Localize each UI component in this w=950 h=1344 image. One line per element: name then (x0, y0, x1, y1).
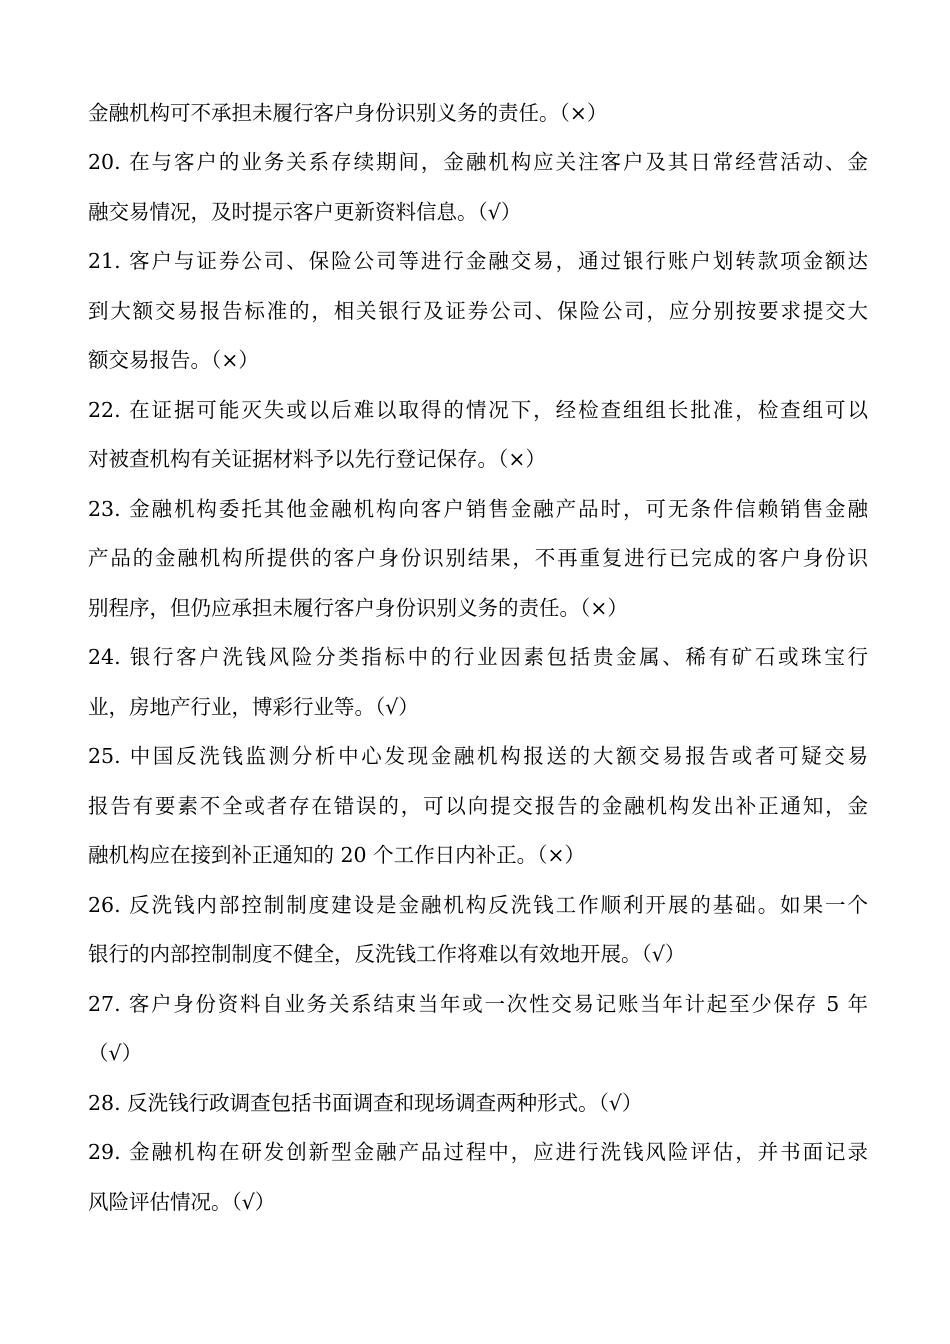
question-24-line-1: 24. 银行客户洗钱风险分类指标中的行业因素包括贵金属、稀有矿石或珠宝行 (88, 645, 868, 669)
question-20-line-2: 融交易情况，及时提示客户更新资料信息。（√） (88, 200, 522, 224)
question-25-line-1: 25. 中国反洗钱监测分析中心发现金融机构报送的大额交易报告或者可疑交易 (88, 744, 868, 768)
question-27-line-2: （√） (88, 1041, 143, 1065)
question-26-line-1: 26. 反洗钱内部控制制度建设是金融机构反洗钱工作顺利开展的基础。如果一个 (88, 893, 868, 917)
question-27-line-1: 27. 客户身份资料自业务关系结束当年或一次性交易记账当年计起至少保存 5 年 (88, 992, 868, 1016)
question-20-line-1: 20. 在与客户的业务关系存续期间，金融机构应关注客户及其日常经营活动、金 (88, 150, 868, 174)
question-26-line-2: 银行的内部控制制度不健全，反洗钱工作将难以有效地开展。（√） (88, 942, 686, 966)
question-28-line-1: 28. 反洗钱行政调查包括书面调查和现场调查两种形式。（√） (88, 1091, 643, 1115)
question-25-line-3: 融机构应在接到补正通知的 20 个工作日内补正。（×） (88, 843, 586, 867)
question-22-line-2: 对被查机构有关证据材料予以先行登记保存。（×） (88, 447, 546, 471)
question-23-line-2: 产品的金融机构所提供的客户身份识别结果，不再重复进行已完成的客户身份识 (88, 546, 868, 570)
question-29-line-1: 29. 金融机构在研发创新型金融产品过程中，应进行洗钱风险评估，并书面记录 (88, 1140, 868, 1164)
question-29-line-2: 风险评估情况。（√） (88, 1190, 276, 1214)
question-22-line-1: 22. 在证据可能灭失或以后难以取得的情况下，经检查组组长批准，检查组可以 (88, 398, 868, 422)
question-24-line-2: 业，房地产行业，博彩行业等。（√） (88, 695, 419, 719)
question-21-line-1: 21. 客户与证券公司、保险公司等进行金融交易，通过银行账户划转款项金额达 (88, 249, 868, 273)
text-line: 金融机构可不承担未履行客户身份识别义务的责任。（×） (88, 101, 608, 125)
question-21-line-2: 到大额交易报告标准的，相关银行及证券公司、保险公司，应分别按要求提交大 (88, 299, 868, 323)
question-23-line-1: 23. 金融机构委托其他金融机构向客户销售金融产品时，可无条件信赖销售金融 (88, 497, 868, 521)
question-25-line-2: 报告有要素不全或者存在错误的，可以向提交报告的金融机构发出补正通知，金 (88, 794, 868, 818)
question-21-line-3: 额交易报告。（×） (88, 348, 259, 372)
question-23-line-3: 别程序，但仍应承担未履行客户身份识别义务的责任。（×） (88, 596, 628, 620)
